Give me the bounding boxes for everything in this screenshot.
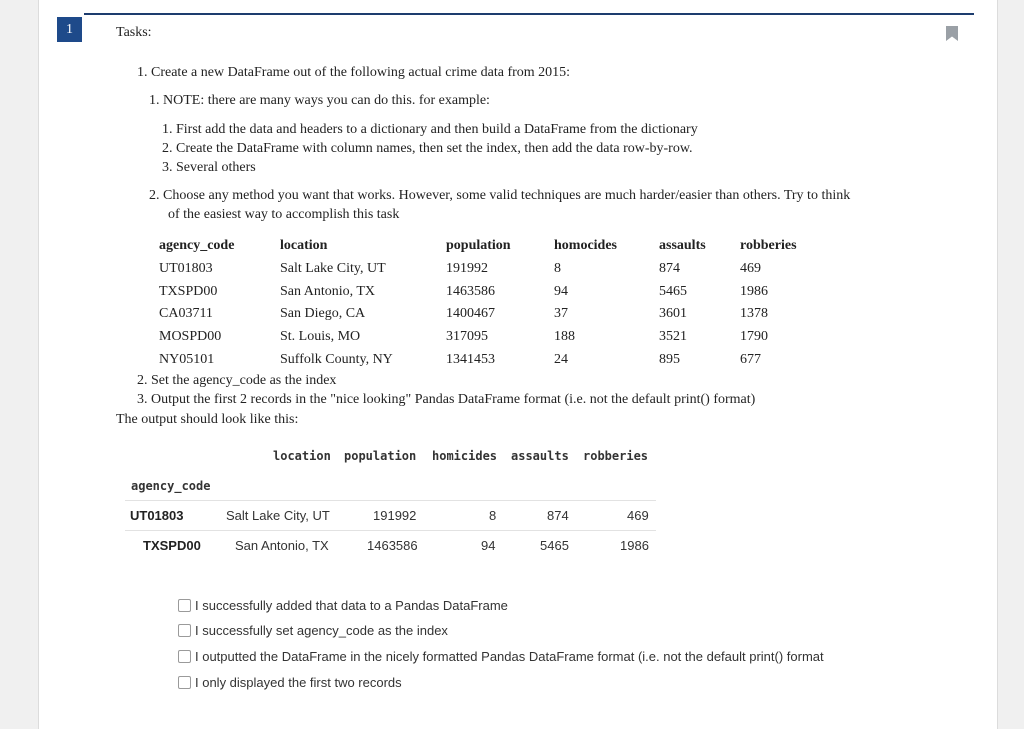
method-item-1: 1. First add the data and headers to a dictionary and then build a DataFrame from the dictionary [162,122,698,137]
table-cell: 8 [554,261,561,276]
table-cell: 1790 [740,329,768,344]
table-cell: St. Louis, MO [280,329,361,344]
df-column-assaults: assaults [511,449,569,463]
table-cell: 24 [554,352,568,367]
checklist-checkbox[interactable] [178,599,191,612]
df-column-robberies: robberies [583,449,649,463]
df-cell: 5465 [540,538,569,553]
table-cell: 1378 [740,306,768,321]
table-cell: MOSPD00 [159,329,222,344]
checklist-label: I successfully set agency_code as the index [195,623,448,638]
table-cell: 895 [659,352,680,367]
instruction-item-1: 1. Create a new DataFrame out of the following actual crime data from 2015: [137,65,571,80]
table-cell: UT01803 [159,261,213,276]
table-cell: San Antonio, TX [280,284,376,299]
header-divider [84,13,974,15]
instruction-item-3: 3. Output the first 2 records in the "nice looking" Pandas DataFrame format (i.e. not the default print() format) [137,392,756,407]
df-column-homicides: homicides [432,449,498,463]
checklist-label: I successfully added that data to a Pandas DataFrame [195,598,508,613]
table-cell: 1400467 [446,306,495,321]
table-header-location: location [280,238,328,253]
instruction-choose-line-2: of the easiest way to accomplish this task [168,207,400,222]
instruction-note: 1. NOTE: there are many ways you can do this. for example: [149,93,490,108]
df-index-cell: UT01803 [130,508,184,523]
df-cell: 874 [547,508,569,523]
df-column-location: location [273,449,331,463]
table-header-assaults: assaults [659,238,706,253]
df-cell: 8 [489,508,497,523]
table-header-robberies: robberies [740,238,797,253]
checklist-checkbox[interactable] [178,624,191,637]
table-header-homocides: homocides [554,238,617,253]
table-header-population: population [446,238,511,253]
checklist-label: I outputted the DataFrame in the nicely formatted Pandas DataFrame format (i.e. not the default print() format [195,649,824,664]
table-cell: Suffolk County, NY [280,352,393,367]
output-intro: The output should look like this: [116,412,299,427]
instruction-item-2: 2. Set the agency_code as the index [137,373,337,388]
table-cell: 94 [554,284,568,299]
table-cell: 37 [554,306,568,321]
table-cell: 1986 [740,284,768,299]
df-index-name: agency_code [131,479,211,493]
method-item-2: 2. Create the DataFrame with column names, then set the index, then add the data row-by-row. [162,141,693,156]
question-number-badge: 1 [57,17,82,42]
df-index-cell: TXSPD00 [143,538,201,553]
instruction-choose-line-1: 2. Choose any method you want that works. However, some valid techniques are much harder/easier than others. Try to think [149,188,851,203]
table-cell: 1341453 [446,352,495,367]
tasks-heading: Tasks: [116,25,152,40]
table-cell: 317095 [446,329,488,344]
method-item-3: 3. Several others [162,160,256,175]
df-cell: San Antonio, TX [235,538,329,553]
df-divider [125,500,656,501]
df-cell: 1463586 [367,538,418,553]
table-cell: 191992 [446,261,488,276]
table-cell: 188 [554,329,575,344]
table-cell: NY05101 [159,352,215,367]
table-cell: 3521 [659,329,687,344]
table-cell: 677 [740,352,761,367]
table-cell: 5465 [659,284,687,299]
table-cell: Salt Lake City, UT [280,261,386,276]
df-divider [125,530,656,531]
table-cell: 1463586 [446,284,495,299]
df-cell: 469 [627,508,649,523]
table-cell: CA03711 [159,306,213,321]
table-cell: 3601 [659,306,687,321]
df-cell: 94 [481,538,496,553]
checklist-label: I only displayed the first two records [195,675,402,690]
table-cell: TXSPD00 [159,284,218,299]
checklist-checkbox[interactable] [178,676,191,689]
df-cell: 1986 [620,538,649,553]
table-cell: San Diego, CA [280,306,366,321]
df-cell: Salt Lake City, UT [226,508,330,523]
table-cell: 469 [740,261,761,276]
table-cell: 874 [659,261,680,276]
df-column-population: population [344,449,417,463]
checklist-checkbox[interactable] [178,650,191,663]
df-cell: 191992 [373,508,417,523]
table-header-agency-code: agency_code [159,238,235,253]
